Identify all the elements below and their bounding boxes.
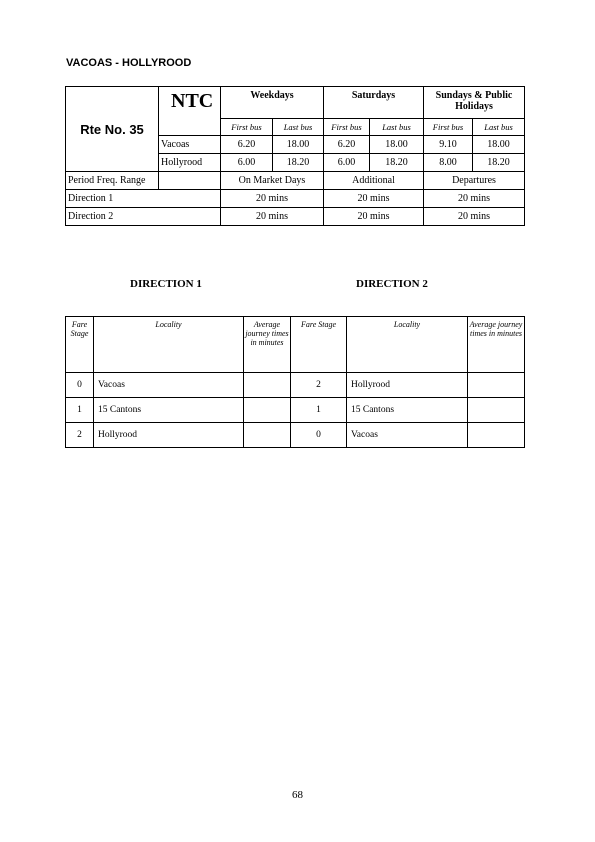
direction-2-title: DIRECTION 2 [356,278,428,290]
time-cell: 18.00 [273,136,324,154]
header-saturdays: Saturdays [324,87,424,119]
direction-label: Direction 2 [66,208,221,226]
locality: Vacoas [347,423,468,448]
first-bus-label: First bus [221,119,273,136]
period-value: On Market Days [221,172,324,190]
page-number: 68 [292,789,303,801]
header-sundays: Sundays & Public Holidays [424,87,525,119]
direction-row [66,208,525,226]
empty-cell [159,172,221,190]
fare-stage: 0 [66,373,94,398]
time-cell: 8.00 [424,154,473,172]
journey-time [468,423,525,448]
time-cell: 18.20 [370,154,424,172]
direction-label: Direction 1 [66,190,221,208]
first-bus-label: First bus [424,119,473,136]
journey-time [244,373,291,398]
fare-stage: 0 [291,423,347,448]
time-cell: 18.00 [473,136,525,154]
direction-row [66,190,525,208]
frequency-cell: 20 mins [324,190,424,208]
time-cell: 18.00 [370,136,424,154]
header-fare-stage: Fare Stage [66,317,94,373]
route-title: VACOAS - HOLLYROOD [66,57,192,69]
time-cell: 6.00 [324,154,370,172]
frequency-cell: 20 mins [221,190,324,208]
first-bus-label: First bus [324,119,370,136]
frequency-cell: 20 mins [424,190,525,208]
fare-stage-table [65,316,525,448]
stop-name: Vacoas [159,136,221,154]
time-cell: 9.10 [424,136,473,154]
schedule-table [65,86,525,226]
journey-time [244,423,291,448]
locality: 15 Cantons [347,398,468,423]
table-row [66,398,525,423]
journey-time [468,398,525,423]
period-label: Period Freq. Range [66,172,159,190]
locality: Hollyrood [347,373,468,398]
period-value: Additional [324,172,424,190]
journey-time [244,398,291,423]
frequency-cell: 20 mins [424,208,525,226]
time-cell: 18.20 [273,154,324,172]
operator-name: NTC [159,87,221,136]
time-cell: 6.20 [221,136,273,154]
frequency-cell: 20 mins [324,208,424,226]
header-locality: Locality [94,317,244,373]
fare-stage: 1 [291,398,347,423]
time-cell: 18.20 [473,154,525,172]
time-cell: 6.00 [221,154,273,172]
last-bus-label: Last bus [370,119,424,136]
direction-1-title: DIRECTION 1 [130,278,202,290]
header-journey-time: Average journey times in minutes [468,317,525,373]
fare-stage: 2 [66,423,94,448]
period-value: Departures [424,172,525,190]
fare-stage: 1 [66,398,94,423]
locality: Vacoas [94,373,244,398]
stop-name: Hollyrood [159,154,221,172]
table-row [66,373,525,398]
header-weekdays: Weekdays [221,87,324,119]
locality: Hollyrood [94,423,244,448]
frequency-cell: 20 mins [221,208,324,226]
header-journey-time: Average journey times in minutes [244,317,291,373]
route-number: Rte No. 35 [66,87,159,172]
period-row [66,172,525,190]
table-row [66,423,525,448]
journey-time [468,373,525,398]
last-bus-label: Last bus [473,119,525,136]
fare-stage: 2 [291,373,347,398]
header-locality: Locality [347,317,468,373]
header-fare-stage: Fare Stage [291,317,347,373]
time-cell: 6.20 [324,136,370,154]
last-bus-label: Last bus [273,119,324,136]
locality: 15 Cantons [94,398,244,423]
